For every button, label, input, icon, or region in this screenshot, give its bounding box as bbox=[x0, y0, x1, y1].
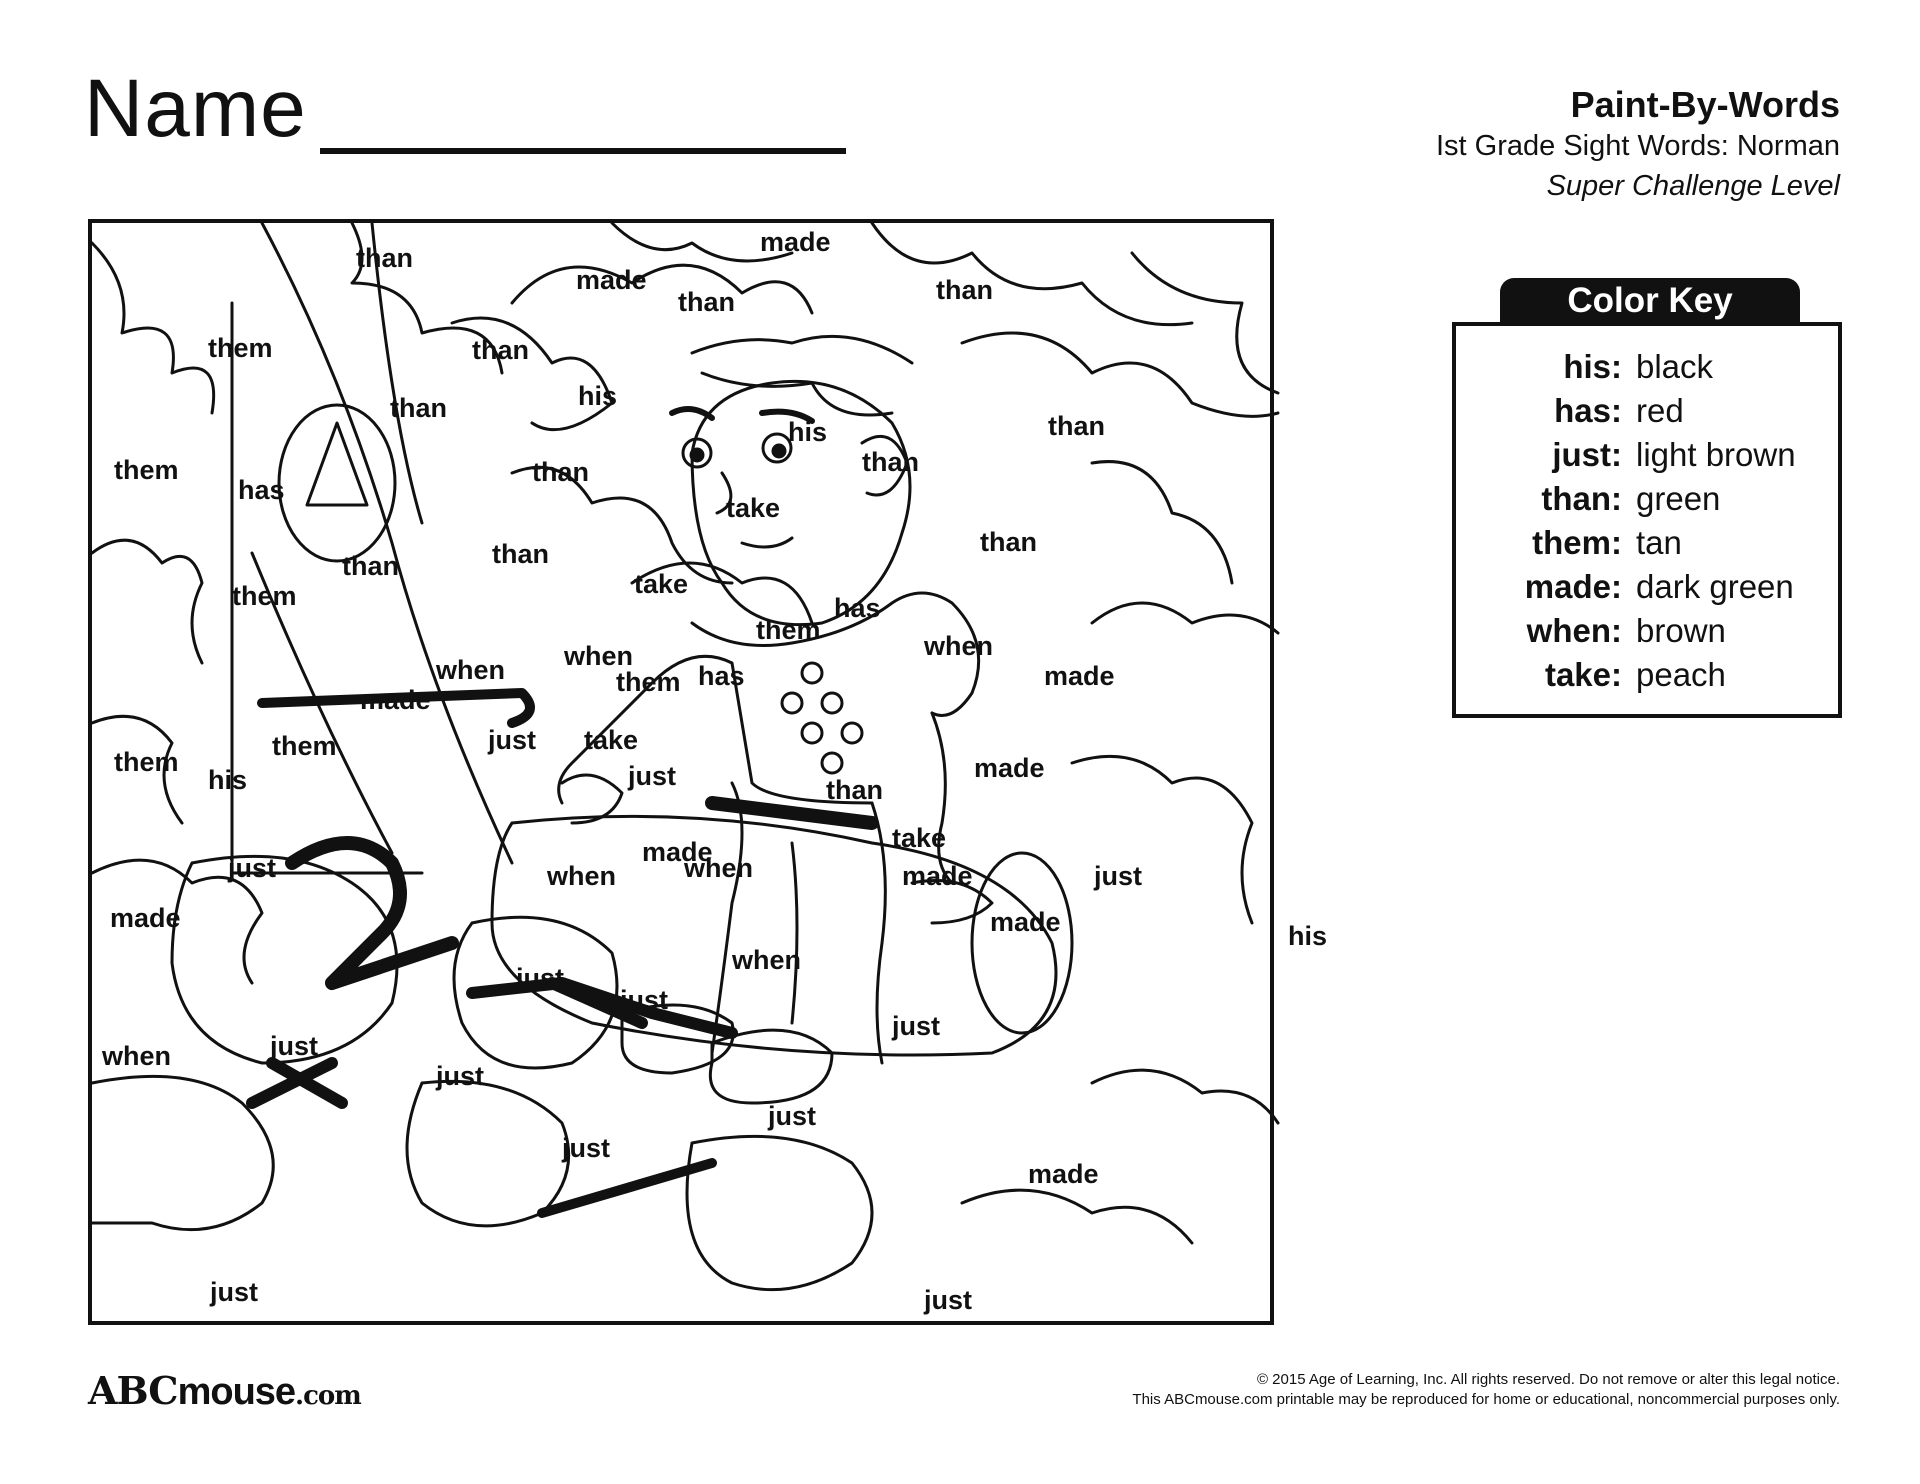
region-word: just bbox=[892, 1011, 941, 1041]
region-word: them bbox=[616, 667, 681, 697]
color-key-row bbox=[1456, 656, 1838, 696]
region-word: when bbox=[436, 655, 506, 685]
region-word: just bbox=[620, 985, 669, 1015]
region-word: just bbox=[924, 1285, 973, 1315]
key-color: peach bbox=[1636, 656, 1726, 693]
region-word: when bbox=[547, 861, 617, 891]
region-word: made bbox=[360, 685, 431, 715]
region-word: made bbox=[1044, 661, 1115, 691]
region-word: than bbox=[356, 243, 413, 273]
color-key-row bbox=[1456, 568, 1838, 608]
region-word: than bbox=[936, 275, 993, 305]
region-word: just bbox=[562, 1133, 611, 1163]
region-word: made bbox=[990, 907, 1061, 937]
region-word: when bbox=[924, 631, 994, 661]
coloring-artwork bbox=[88, 219, 1328, 1325]
region-word: his bbox=[788, 417, 828, 447]
legal-notice bbox=[1132, 1370, 1840, 1410]
color-key-row bbox=[1456, 436, 1838, 476]
logo-abc: ABC bbox=[88, 1368, 178, 1413]
region-word: made bbox=[576, 265, 647, 295]
region-word: them bbox=[114, 455, 179, 485]
region-word: them bbox=[232, 581, 297, 611]
region-word: when bbox=[564, 641, 634, 671]
key-color: red bbox=[1636, 392, 1684, 429]
region-word: made bbox=[642, 837, 713, 867]
region-word: just bbox=[436, 1061, 485, 1091]
region-word: just bbox=[228, 853, 277, 883]
key-color: tan bbox=[1636, 524, 1682, 561]
color-key-row bbox=[1456, 524, 1838, 564]
region-word: made bbox=[902, 861, 973, 891]
key-word: when: bbox=[1526, 612, 1622, 649]
legal-line-2: This ABCmouse.com printable may be reproduced for home or educational, noncommercial purposes only. bbox=[1132, 1391, 1840, 1408]
scout-boy-coloring-page-icon bbox=[92, 223, 1278, 1329]
logo-mouse: mouse bbox=[177, 1371, 296, 1413]
region-word: than bbox=[980, 527, 1037, 557]
color-key-row bbox=[1456, 392, 1838, 432]
region-word: just bbox=[270, 1031, 319, 1061]
region-word: than bbox=[532, 457, 589, 487]
key-word: them: bbox=[1532, 524, 1622, 561]
region-word: when bbox=[732, 945, 802, 975]
key-word: his: bbox=[1563, 348, 1622, 385]
region-word: take bbox=[726, 493, 781, 523]
region-word: than bbox=[678, 287, 735, 317]
key-color: green bbox=[1636, 480, 1721, 517]
region-word: has bbox=[834, 593, 881, 623]
key-word: take: bbox=[1544, 656, 1622, 693]
key-color: brown bbox=[1636, 612, 1726, 649]
legal-line-1: © 2015 Age of Learning, Inc. All rights reserved. Do not remove or alter this legal notice. bbox=[1256, 1371, 1840, 1388]
difficulty-level: Super Challenge Level bbox=[1546, 170, 1840, 202]
key-word: made: bbox=[1524, 568, 1622, 605]
region-word: them bbox=[114, 747, 179, 777]
region-word: just bbox=[488, 725, 537, 755]
region-word: take bbox=[584, 725, 639, 755]
key-color: black bbox=[1636, 348, 1714, 385]
key-word: than: bbox=[1541, 480, 1622, 517]
region-word: take bbox=[892, 823, 947, 853]
key-color: light brown bbox=[1636, 436, 1796, 473]
region-word: than bbox=[342, 551, 399, 581]
region-word: just bbox=[1094, 861, 1143, 891]
region-word: his bbox=[1288, 921, 1328, 951]
region-word: when bbox=[684, 853, 754, 883]
region-word: them bbox=[208, 333, 273, 363]
region-word: his bbox=[578, 381, 618, 411]
key-color: dark green bbox=[1636, 568, 1794, 605]
region-word: than bbox=[390, 393, 447, 423]
color-key-panel bbox=[1452, 322, 1842, 718]
worksheet-subtitle: Ist Grade Sight Words: Norman bbox=[1435, 130, 1840, 162]
worksheet-title: Paint-By-Words bbox=[1570, 84, 1840, 125]
region-word: just bbox=[210, 1277, 259, 1307]
color-key-row bbox=[1456, 612, 1838, 652]
region-word: than bbox=[472, 335, 529, 365]
region-word: than bbox=[492, 539, 549, 569]
region-word: just bbox=[768, 1101, 817, 1131]
region-word: when bbox=[102, 1041, 172, 1071]
region-word: has bbox=[238, 475, 285, 505]
logo-dot-com: .com bbox=[295, 1381, 361, 1411]
region-word: take bbox=[634, 569, 689, 599]
abcmouse-logo[interactable] bbox=[88, 1368, 361, 1414]
region-word: than bbox=[862, 447, 919, 477]
region-word: them bbox=[756, 615, 821, 645]
region-word: than bbox=[1048, 411, 1105, 441]
key-word: has: bbox=[1554, 392, 1622, 429]
color-key-row bbox=[1456, 348, 1838, 388]
region-word: made bbox=[1028, 1159, 1099, 1189]
region-word: has bbox=[698, 661, 745, 691]
region-word: made bbox=[110, 903, 181, 933]
region-word: his bbox=[208, 765, 248, 795]
region-word: made bbox=[760, 227, 831, 257]
name-label: Name bbox=[84, 63, 307, 154]
region-word: than bbox=[826, 775, 883, 805]
key-word: just: bbox=[1552, 436, 1622, 473]
region-word: them bbox=[272, 731, 337, 761]
region-word: made bbox=[974, 753, 1045, 783]
name-writing-line[interactable] bbox=[320, 148, 846, 154]
color-key-row bbox=[1456, 480, 1838, 520]
region-word: just bbox=[516, 963, 565, 993]
region-word: just bbox=[628, 761, 677, 791]
color-key-title: Color Key bbox=[1500, 278, 1800, 322]
